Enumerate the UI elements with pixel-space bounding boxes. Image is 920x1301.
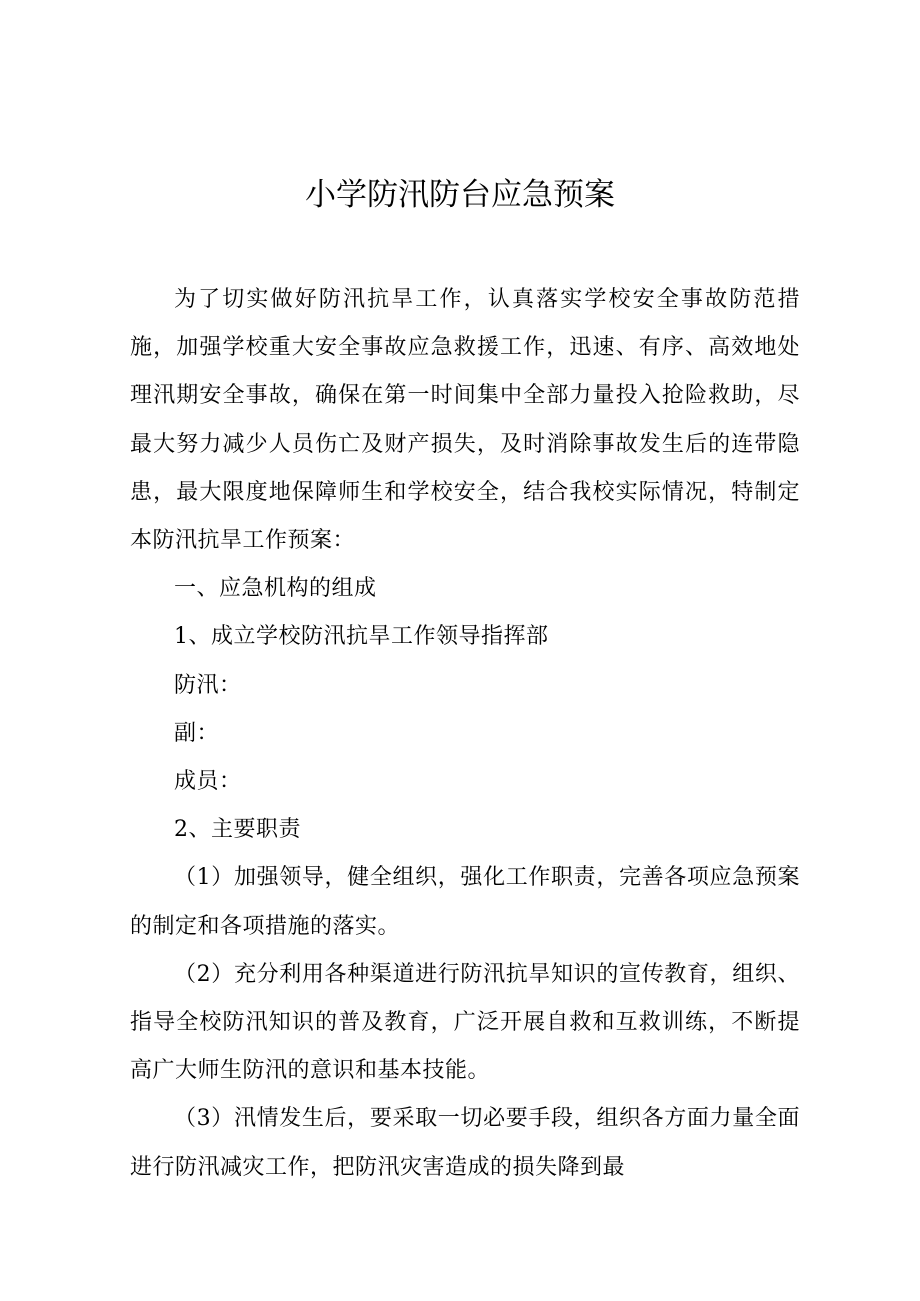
duty-paragraph-1: （1）加强领导，健全组织，强化工作职责，完善各项应急预案的制定和各项措施的落实。 [130,865,800,939]
section-heading-organization: 一、应急机构的组成 [174,576,377,602]
intro-paragraph: 为了切实做好防汛抗旱工作，认真落实学校安全事故防范措施，加强学校重大安全事故应急救援工作，迅速、有序、高效地处理汛期安全事故，确保在第一时间集中全部力量投入抢险救助，尽最大努力减少人员伤亡及财产损失，及时消除事故发生后的连带隐患，最大限度地保障师生和学校安全，结合我校实际情况，特制定本防汛抗旱工作预案： [130,287,800,554]
duty-paragraph-3: （3）汛情发生后，要采取一切必要手段，组织各方面力量全面进行防汛减灾工作，把防汛灾害造成的损失降到最 [130,1106,800,1180]
role-deputy-label: 副： [174,720,220,746]
item-main-duties: 2、主要职责 [174,817,301,843]
role-flood-label: 防汛： [174,672,242,698]
document-body [130,276,800,1192]
item-establish-command: 1、成立学校防汛抗旱工作领导指挥部 [174,624,549,650]
role-members-label: 成员： [174,769,242,795]
document-title: 小学防汛防台应急预案 [305,177,615,213]
duty-paragraph-2: （2）充分利用各种渠道进行防汛抗旱知识的宣传教育，组织、指导全校防汛知识的普及教育，广泛开展自救和互救训练，不断提高广大师生防汛的意识和基本技能。 [130,961,800,1084]
